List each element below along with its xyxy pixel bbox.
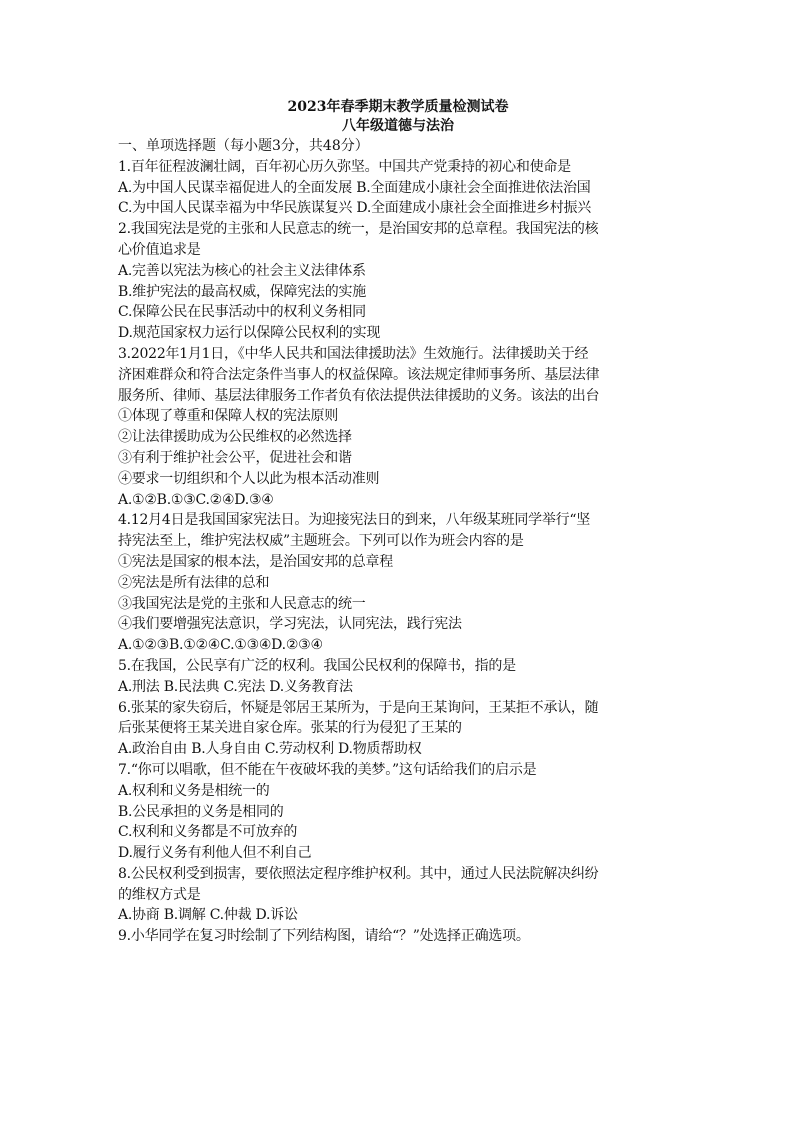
- answer-option-line: A.完善以宪法为核心的社会主义法律体系: [118, 262, 366, 279]
- answer-option-line: A.权利和义务是相统一的: [118, 782, 270, 799]
- answer-option-line: ③有利于维护社会公平，促进社会和谐: [118, 449, 352, 466]
- answer-option-line: ③我国宪法是党的主张和人民意志的统一: [118, 595, 366, 612]
- question-8: [118, 864, 678, 926]
- answer-option-line: A.为中国人民谋幸福促进人的全面发展 B.全面建成小康社会全面推进依法治国: [118, 179, 591, 196]
- question-stem-line: 心价值追求是: [118, 241, 201, 258]
- question-1: [118, 157, 678, 219]
- answer-option-line: ②宪法是所有法律的总和: [118, 574, 270, 591]
- question-5: [118, 656, 678, 698]
- answer-option-line: A.刑法 B.民法典 C.宪法 D.义务教育法: [118, 678, 353, 695]
- question-3: [118, 344, 678, 510]
- answer-option-line: C.保障公民在民事活动中的权利义务相同: [118, 304, 366, 321]
- question-stem-line: 的维权方式是: [118, 886, 201, 903]
- question-4: [118, 510, 678, 656]
- answer-option-line: C.为中国人民谋幸福为中华民族谋复兴 D.全面建成小康社会全面推进乡村振兴: [118, 200, 592, 217]
- question-stem-line: 9.小华同学在复习时绘制了下列结构图，请给“？”处选择正确选项。: [118, 928, 530, 945]
- exam-title: 2023年春季期末教学质量检测试卷: [287, 99, 509, 115]
- question-stem-line: 2.我国宪法是党的主张和人民意志的统一，是治国安邦的总章程。我国宪法的核: [118, 221, 599, 238]
- question-stem-line: 7.“你可以唱歌，但不能在午夜破坏我的美梦。”这句话给我们的启示是: [118, 761, 537, 778]
- answer-option-line: ①宪法是国家的根本法，是治国安邦的总章程: [118, 553, 393, 570]
- question-stem-line: 1.百年征程波澜壮阔，百年初心历久弥坚。中国共产党秉持的初心和使命是: [118, 158, 571, 175]
- answer-option-line: A.政治自由 B.人身自由 C.劳动权利 D.物质帮助权: [118, 741, 422, 758]
- answer-option-line: ②让法律援助成为公民维权的必然选择: [118, 429, 352, 446]
- answer-option-line: C.权利和义务都是不可放弃的: [118, 824, 298, 841]
- question-list: [118, 157, 678, 947]
- answer-option-line: A.①②B.①③C.②④D.③④: [118, 491, 274, 508]
- exam-page: [118, 98, 678, 947]
- question-stem-line: 持宪法至上，维护宪法权威”主题班会。下列可以作为班会内容的是: [118, 533, 524, 550]
- answer-option-line: ①体现了尊重和保障人权的宪法原则: [118, 408, 338, 425]
- answer-option-line: A.协商 B.调解 C.仲裁 D.诉讼: [118, 907, 298, 924]
- question-stem-line: 服务所、律师、基层法律服务工作者负有依法提供法律援助的义务。该法的出台: [118, 387, 600, 404]
- answer-option-line: A.①②③B.①②④C.①③④D.②③④: [118, 637, 323, 654]
- question-2: [118, 219, 678, 344]
- question-7: [118, 760, 678, 864]
- exam-subtitle: 八年级道德与法治: [342, 118, 454, 134]
- question-stem-line: 3.2022年1月1日，《中华人民共和国法律援助法》生效施行。法律援助关于经: [118, 345, 589, 362]
- question-stem-line: 5.在我国，公民享有广泛的权利。我国公民权利的保障书，指的是: [118, 657, 516, 674]
- question-6: [118, 698, 678, 760]
- question-stem-line: 后张某便将王某关进自家仓库。张某的行为侵犯了王某的: [118, 720, 462, 737]
- question-stem-line: 6.张某的家失窃后，怀疑是邻居王某所为，于是向王某询问，王某拒不承认，随: [118, 699, 599, 716]
- answer-option-line: B.维护宪法的最高权威，保障宪法的实施: [118, 283, 366, 300]
- answer-option-line: D.履行义务有利他人但不利自己: [118, 845, 312, 862]
- answer-option-line: B.公民承担的义务是相同的: [118, 803, 284, 820]
- answer-option-line: ④要求一切组织和个人以此为根本活动准则: [118, 470, 380, 487]
- question-stem-line: 4.12月4日是我国国家宪法日。为迎接宪法日的到来，八年级某班同学举行“坚: [118, 512, 590, 529]
- question-stem-line: 8.公民权利受到损害，要依照法定程序维护权利。其中，通过人民法院解决纠纷: [118, 865, 599, 882]
- question-stem-line: 济困难群众和符合法定条件当事人的权益保障。该法规定律师事务所、基层法律: [118, 366, 600, 383]
- answer-option-line: ④我们要增强宪法意识，学习宪法，认同宪法，践行宪法: [118, 616, 462, 633]
- section-heading: 一、单项选择题（每小题3分，共48分）: [118, 138, 369, 154]
- answer-option-line: D.规范国家权力运行以保障公民权利的实现: [118, 325, 381, 342]
- question-9: [118, 926, 678, 947]
